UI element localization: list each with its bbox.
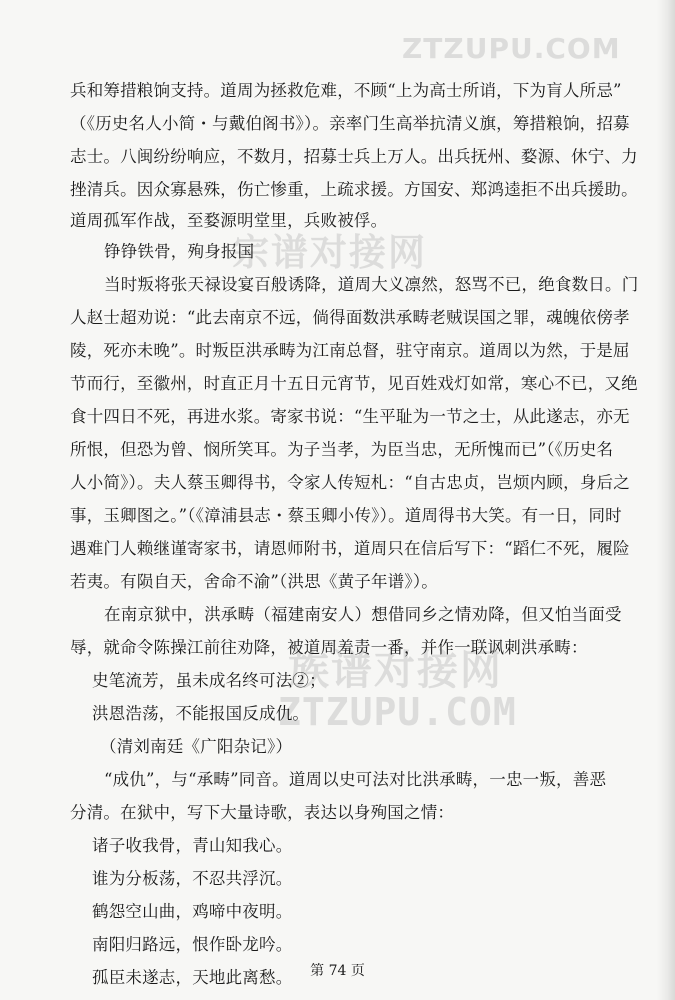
watermark-url: ZTZUPU.COM	[278, 690, 517, 734]
text-line-23: 分清。在狱中，写下大量诗歌，表达以身殉国之情：	[70, 803, 455, 822]
text-line-12: 所恨，但恐为曾、悯所笑耳。为子当孝，为臣当忠，无所愧而已”（《历史名	[70, 440, 614, 459]
section-heading: 铮铮铁骨，殉身报国	[104, 242, 255, 261]
poem-line-4: 南阳归路远，恨作卧龙吟。	[92, 935, 293, 954]
poem-line-1: 诸子收我骨，青山知我心。	[92, 836, 293, 855]
poem-line-3: 鹤怨空山曲，鸡啼中夜明。	[92, 902, 293, 921]
watermark-upper: 宗谱对接网	[232, 231, 427, 274]
text-line-22: “成仇”，与“承畴”同音。道周以史可法对比洪承畴，一忠一叛，善恶	[104, 770, 607, 789]
scan-shadow-edge	[657, 0, 675, 1000]
poem-line-5: 孤臣未遂志，天地此离愁。	[92, 968, 293, 987]
text-line-04: 挫清兵。因众寡悬殊，伤亡惨重，上疏求援。方国安、郑鸿逵拒不出兵援助。	[70, 180, 638, 199]
couplet-line-2: 洪恩浩荡，不能报国反成仇。	[92, 704, 310, 723]
text-line-13: 人小简》）。夫人蔡玉卿得书，令家人传短札：“自古忠贞，岂烦内顾，身后之	[70, 473, 630, 492]
text-line-17: 在南京狱中，洪承畴（福建南安人）想借同乡之情劝降，但又怕当面受	[104, 605, 622, 624]
page-number: 第 74 页	[310, 963, 365, 979]
text-line-07: 当时叛将张天禄设宴百般诱降，道周大义凛然，怒骂不已，绝食数日。门	[104, 275, 639, 294]
text-line-01: 兵和筹措粮饷支持。道周为拯救危难，不顾“上为高士所诮，下为肓人所忌”	[70, 81, 622, 100]
text-line-02: （《历史名人小简・与戴伯阁书》）。亲率门生高举抗清义旗，筹措粮饷，招募	[70, 114, 630, 133]
text-line-10: 节而行，至徽州，时直正月十五日元宵节，见百姓戏灯如常，寒心不已，又绝	[70, 374, 638, 393]
text-line-11: 食十四日不死，再进水浆。寄家书说：“生平耻为一节之士，从此遂志，亦无	[70, 407, 630, 426]
couplet-source: （清刘南廷《广阳杂记》）	[100, 737, 293, 756]
couplet-line-1: 史笔流芳，虽未成名终可法②；	[92, 671, 326, 690]
text-line-03: 志士。八闽纷纷响应，不数月，招募士兵上万人。出兵抚州、婺源、休宁、力	[70, 147, 638, 166]
text-line-09: 陵，死亦未晚”。时叛臣洪承畴为江南总督，驻守南京。道周以为然，于是屈	[70, 341, 630, 360]
text-line-16: 若夷。有陨自天，舍命不渝”（洪思《黄子年谱》）。	[70, 572, 438, 591]
text-line-15: 遇难门人赖继谨寄家书，请恩师附书，道周只在信后写下：“蹈仁不死，履险	[70, 539, 630, 558]
text-line-14: 事，玉卿图之。”（《漳浦县志・蔡玉卿小传》）。道周得书大笑。有一日，同时	[70, 506, 622, 525]
poem-line-2: 谁为分板荡，不忍共浮沉。	[92, 869, 293, 888]
text-line-05: 道周孤军作战，至婺源明堂里，兵败被俘。	[70, 211, 388, 230]
text-line-08: 人赵士超劝说：“此去南京不远，倘得面数洪承畴老贼误国之罪，魂魄依傍孝	[70, 308, 630, 327]
watermark-lower: 族谱对接网	[288, 646, 503, 694]
watermark-top: ZTZUPU.COM	[402, 32, 621, 65]
text-line-18: 辱，就命令陈操江前往劝降，被道周羞责一番，并作一联讽刺洪承畴：	[70, 638, 588, 657]
